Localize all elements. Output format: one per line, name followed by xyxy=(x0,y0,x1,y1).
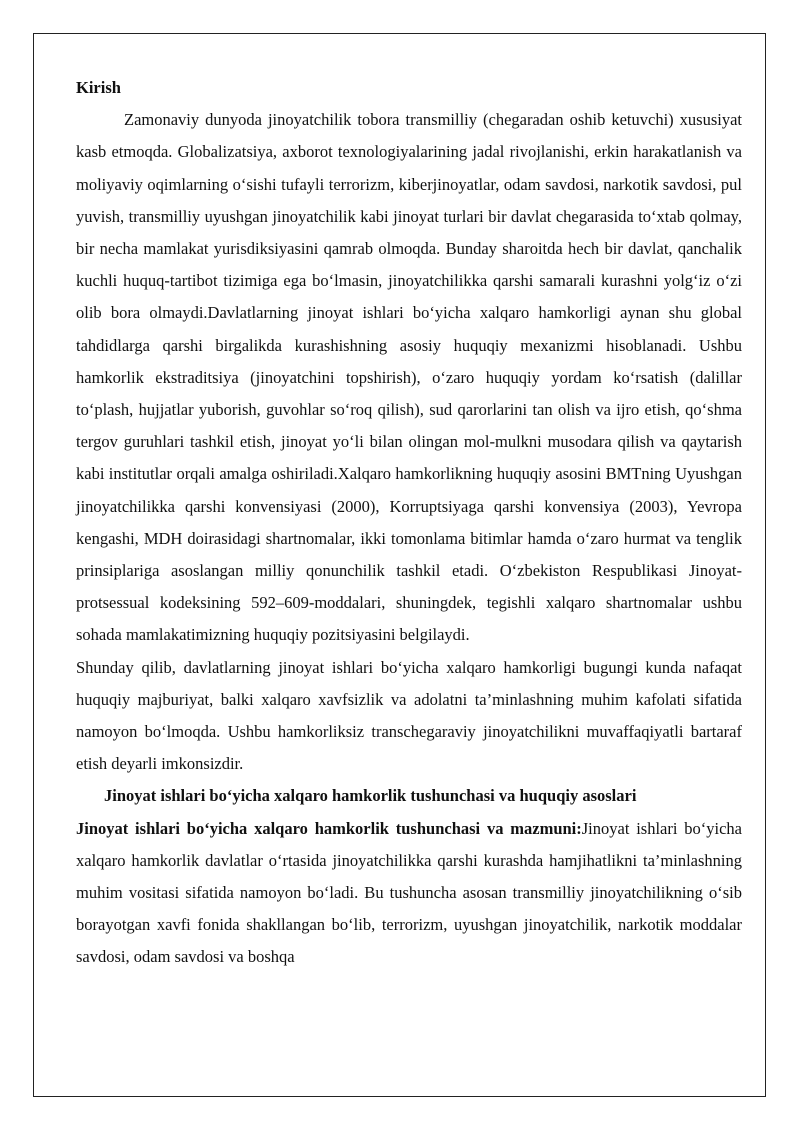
subsection-text: Jinoyat ishlari bo‘yicha xalqaro hamkorlik davlatlar o‘rtasida jinoyatchilikka qarshi kurashda hamjihatlikni ta’minlashning muhim vositasi sifatida namoyon bo‘ladi. Bu tushuncha asosan transmilliy jinoyatchilikning o‘sib borayotgan xavfi fonida shakllangan bo‘lib, terrorizm, uyushgan jinoyatchilik, narkotik moddalar savdosi, odam savdosi va boshqa xyxy=(76,818,742,967)
heading-kirish: Kirish xyxy=(76,78,121,97)
subsection-paragraph xyxy=(76,813,742,974)
section-heading: Jinoyat ishlari bo‘yicha xalqaro hamkorlik tushunchasi va huquqiy asoslari xyxy=(104,786,637,806)
document-body xyxy=(76,72,742,974)
conclusion-paragraph: Shunday qilib, davlatlarning jinoyat ishlari bo‘yicha xalqaro hamkorligi bugungi kunda nafaqat huquqiy majburiyat, balki xalqaro xavfsizlik va adolatni ta’minlashning muhim kafolati sifatida namoyon bo‘lmoqda. Ushbu hamkorliksiz transchegaraviy jinoyatchilikni muvaffaqiyatli bartaraf etish deyarli imkonsizdir. xyxy=(76,657,742,774)
subsection-lead: Jinoyat ishlari bo‘yicha xalqaro hamkorlik tushunchasi va mazmuni: xyxy=(76,818,582,838)
intro-paragraph: Zamonaviy dunyoda jinoyatchilik tobora transmilliy (chegaradan oshib ketuvchi) xususiyat kasb etmoqda. Globalizatsiya, axborot texnologiyalarining jadal rivojlanishi, erkin harakatlanish va moliyaviy oqimlarning o‘sishi tufayli terrorizm, kiberjinoyatlar, odam savdosi, narkotik savdosi, pul yuvish, transmilliy uyushgan jinoyatchilik kabi jinoyat turlari bir davlat chegarasida to‘xtab qolmay, bir necha mamlakat yurisdiksiyasini qamrab olmoqda. Bunday sharoitda hech bir davlat, qanchalik kuchli huquq-tartibot tizimiga ega bo‘lmasin, jinoyatchilikka qarshi samarali kurashni yolg‘iz o‘zi olib bora olmaydi.Davlatlarning jinoyat ishlari bo‘yicha xalqaro hamkorligi aynan shu global tahdidlarga qarshi birgalikda kurashishning asosiy huquqiy mexanizmi hisoblanadi. Ushbu hamkorlik ekstraditsiya (jinoyatchini topshirish), o‘zaro huquqiy yordam ko‘rsatish (dalillar to‘plash, hujjatlar yuborish, guvohlar so‘roq qilish), sud qarorlarini tan olish va ijro etish, qo‘shma tergov guruhlari tashkil etish, jinoyat yo‘li bilan olingan mol-mulkni musodara qilish va qaytarish kabi institutlar orqali amalga oshiriladi.Xalqaro hamkorlikning huquqiy asosini BMTning Uyushgan jinoyatchilikka qarshi konvensiyasi (2000), Korruptsiyaga qarshi konvensiya (2003), Yevropa kengashi, MDH doirasidagi shartnomalar, ikki tomonlama bitimlar hamda o‘zaro hurmat va tenglik prinsiplariga asoslangan milliy qonunchilik tashkil etadi. O‘zbekiston Respublikasi Jinoyat-protsessual kodeksining 592–609-moddalari, shuningdek, tegishli xalqaro shartnomalar ushbu sohada mamlakatimizning huquqiy pozitsiyasini belgilaydi. xyxy=(76,110,742,645)
